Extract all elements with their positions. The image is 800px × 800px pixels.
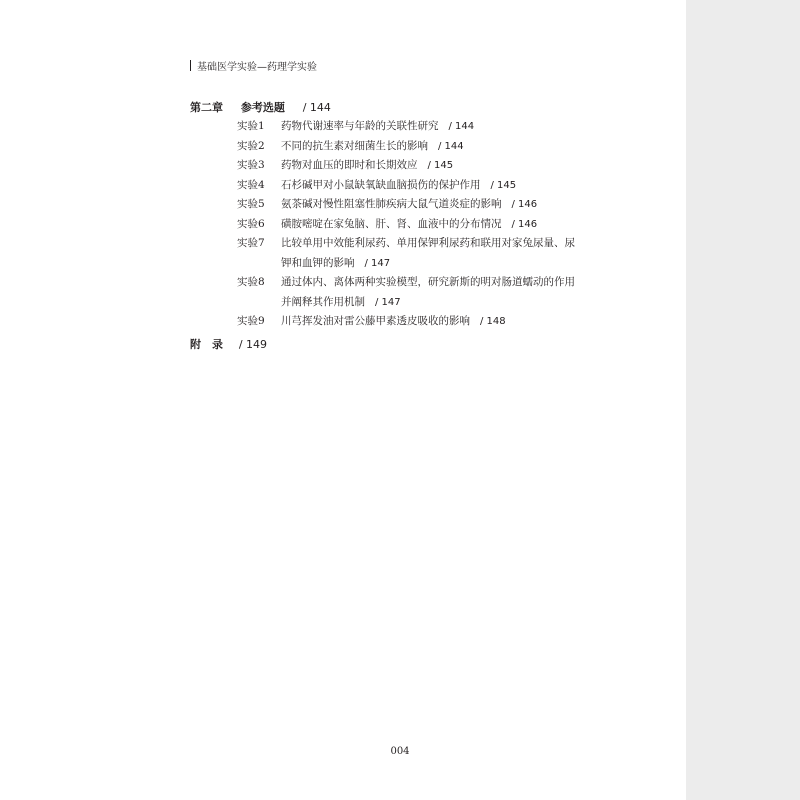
chapter-heading — [190, 99, 331, 115]
entry-title — [281, 137, 597, 157]
entry-title — [281, 156, 597, 176]
entry-title-line1: 不同的抗生素对细菌生长的影响 — [281, 139, 428, 152]
entry-title-line1: 比较单用中效能利尿药、单用保钾利尿药和联用对家兔尿量、尿 — [281, 237, 575, 249]
entry-page: / 144 — [448, 121, 475, 132]
entry-number: 实验5 — [237, 198, 265, 210]
chapter-number: 第二章 — [190, 101, 223, 114]
toc-entry — [237, 117, 597, 137]
toc-entry — [237, 273, 597, 312]
entry-title-line1: 氨茶碱对慢性阻塞性肺疾病大鼠气道炎症的影响 — [281, 198, 502, 210]
entry-number: 实验6 — [237, 217, 265, 230]
entry-number: 实验7 — [237, 237, 265, 249]
entry-number: 实验8 — [237, 276, 265, 288]
entry-title-line2-text: 并阐释其作用机制 — [281, 295, 365, 308]
toc-entry — [237, 312, 597, 332]
chapter-title: 参考选题 — [240, 101, 285, 114]
toc-entry — [237, 195, 597, 215]
entry-title-line1: 药物对血压的即时和长期效应 — [281, 159, 418, 171]
toc-entry — [237, 137, 597, 157]
entry-number: 实验1 — [237, 120, 265, 132]
entry-title-line1: 药物代谢速率与年龄的关联性研究 — [281, 120, 439, 132]
toc-entry — [237, 234, 597, 273]
running-title: 基础医学实验—药理学实验 — [197, 62, 317, 73]
entry-page: / 144 — [438, 140, 464, 152]
entry-title — [281, 176, 597, 196]
entry-title-line1: 石杉碱甲对小鼠缺氧缺血脑损伤的保护作用 — [281, 178, 481, 191]
entry-title — [281, 215, 597, 235]
entry-title — [281, 234, 597, 273]
entry-page: / 148 — [480, 316, 506, 327]
entry-page: / 145 — [427, 160, 454, 171]
entry-number: 实验3 — [237, 159, 265, 171]
entry-title-line1: 通过体内、离体两种实验模型，研究新斯的明对肠道蠕动的作用 — [281, 276, 575, 288]
entry-page: / 147 — [375, 296, 401, 308]
toc-entry — [237, 176, 597, 196]
entry-title-line1: 川芎挥发油对雷公藤甲素透皮吸收的影响 — [281, 315, 470, 327]
entry-title — [281, 273, 597, 312]
page-edge-shadow — [686, 0, 800, 800]
toc-entry — [237, 215, 597, 235]
page-number: 004 — [390, 746, 410, 757]
running-header — [190, 58, 317, 73]
entry-title-line2 — [281, 254, 597, 274]
entry-title — [281, 195, 597, 215]
header-rule — [190, 60, 191, 71]
appendix-page: / 149 — [238, 338, 268, 351]
entry-number: 实验9 — [237, 315, 265, 327]
entry-title-line2 — [281, 293, 597, 313]
entry-title-line2-text: 钾和血钾的影响 — [281, 256, 355, 269]
entry-title — [281, 117, 597, 137]
entry-title — [281, 312, 597, 332]
appendix-heading — [190, 336, 267, 352]
entry-page: / 147 — [364, 257, 391, 269]
entry-page: / 146 — [511, 218, 538, 230]
entry-title-line1: 磺胺嘧啶在家兔脑、肝、肾、血液中的分布情况 — [281, 217, 502, 230]
entry-page: / 145 — [490, 179, 517, 191]
entry-number: 实验2 — [237, 139, 265, 152]
entry-number: 实验4 — [237, 178, 265, 191]
toc-list — [237, 117, 597, 332]
appendix-label: 附 录 — [190, 338, 223, 351]
chapter-page: / 144 — [302, 101, 331, 114]
entry-page: / 146 — [511, 199, 538, 210]
toc-entry — [237, 156, 597, 176]
